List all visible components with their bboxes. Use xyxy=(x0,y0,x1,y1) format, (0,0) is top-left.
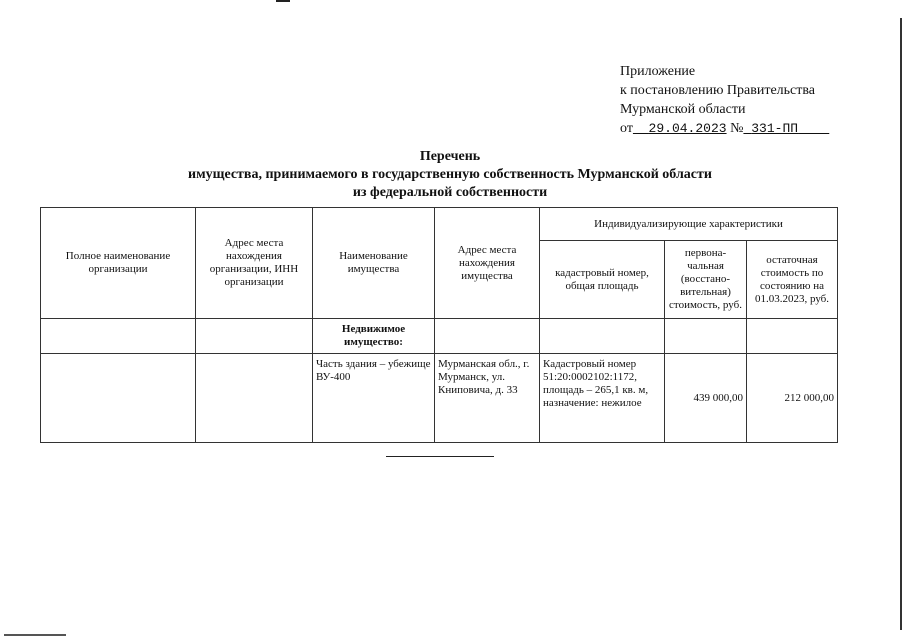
scan-edge-right xyxy=(900,18,902,630)
title-line1: Перечень xyxy=(419,149,481,164)
header-cadastral: кадастровый номер, общая площадь xyxy=(540,241,665,319)
header-row-1 xyxy=(41,208,838,241)
table-row xyxy=(41,354,838,443)
appendix-line3: Мурманской области xyxy=(620,102,746,117)
row-property-address: Мурманская обл., г. Мурманск, ул. Книповича, д. 33 xyxy=(435,354,540,443)
number-value-wrap xyxy=(743,121,829,136)
appendix-line2: к постановлению Правительства xyxy=(620,83,816,98)
row-org-name xyxy=(41,354,196,443)
number-prefix: № xyxy=(730,121,744,136)
date-value: 29.04.2023 xyxy=(648,121,727,136)
title-line3: из федеральной собственности xyxy=(352,185,548,200)
row-cadastral: Кадастровый номер 51:20:0002102:1172, площадь – 265,1 кв. м, назначение: нежилое xyxy=(540,354,665,443)
header-org-address: Адрес места нахождения организации, ИНН организации xyxy=(196,208,313,319)
header-initial-cost: первона-чальная (восстано-вительная) стоимость, руб. xyxy=(665,241,747,319)
appendix-date-line xyxy=(620,119,829,138)
row-residual-cost: 212 000,00 xyxy=(747,354,838,443)
document-title xyxy=(140,148,760,202)
end-rule xyxy=(386,456,494,457)
row-org-address xyxy=(196,354,313,443)
property-table xyxy=(40,207,838,443)
title-line2: имущества, принимаемого в государственную собственность Мурманской области xyxy=(188,167,712,182)
date-prefix: от xyxy=(620,121,633,136)
section-cell xyxy=(196,319,313,354)
number-value: 331-ПП xyxy=(751,121,799,136)
section-label: Недвижимое имущество: xyxy=(313,319,435,354)
section-cell xyxy=(435,319,540,354)
scan-mark-bottom xyxy=(4,634,66,636)
header-org-name: Полное наименование организации xyxy=(41,208,196,319)
header-property-name: Наименование имущества xyxy=(313,208,435,319)
section-row xyxy=(41,319,838,354)
section-cell xyxy=(747,319,838,354)
section-cell xyxy=(41,319,196,354)
header-property-address: Адрес места нахождения имущества xyxy=(435,208,540,319)
appendix-block xyxy=(620,62,829,138)
appendix-line1: Приложение xyxy=(620,64,696,79)
row-initial-cost: 439 000,00 xyxy=(665,354,747,443)
section-cell xyxy=(665,319,747,354)
header-residual-cost: остаточная стоимость по состоянию на 01.03.2023, руб. xyxy=(747,241,838,319)
header-individual: Индивидуализирующие характеристики xyxy=(540,208,838,241)
row-property-name: Часть здания – убежище ВУ-400 xyxy=(313,354,435,443)
section-cell xyxy=(540,319,665,354)
scan-mark-top xyxy=(276,0,290,2)
date-value-wrap xyxy=(633,121,727,136)
